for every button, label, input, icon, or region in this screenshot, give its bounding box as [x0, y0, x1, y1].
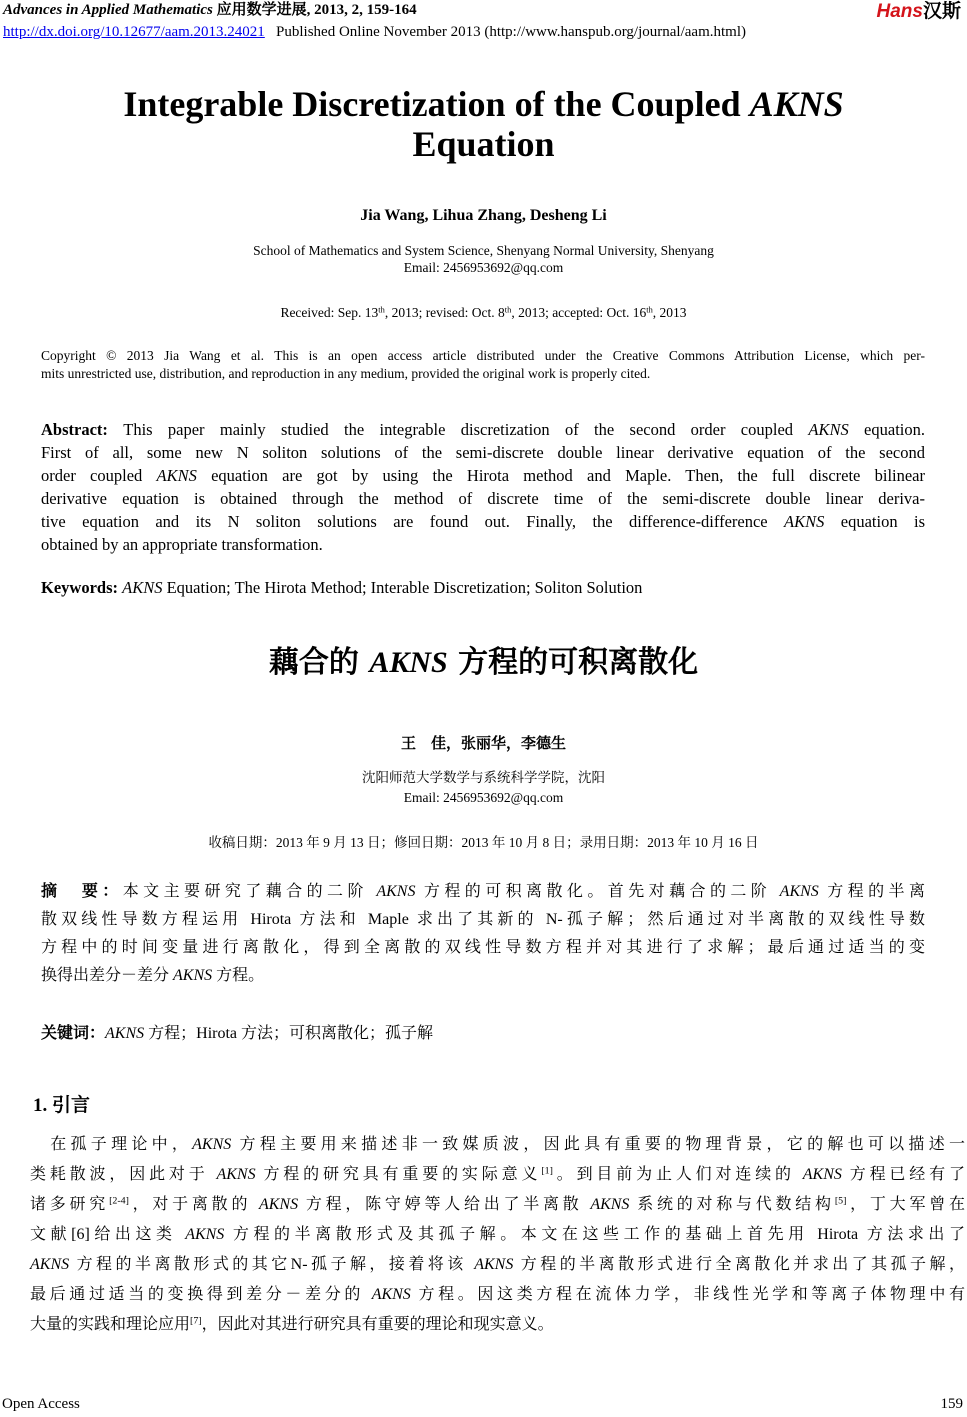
text-run: 摘 要： [41, 883, 123, 900]
text-run: AKNS [156, 466, 197, 485]
affiliation: School of Mathematics and System Science, Shenyang Normal University, Shenyang [253, 243, 714, 258]
text-line [41, 445, 925, 462]
text-run: AKNS [590, 1196, 630, 1213]
paper-title-line [0, 126, 967, 162]
text-run: AKNS [369, 646, 448, 679]
journal-header [3, 3, 417, 18]
text-run: 系统的对称与代数结构 [629, 1196, 835, 1213]
text-run: AKNS [371, 1286, 411, 1303]
text-run: , 2013; revised: Oct. 8 [384, 305, 505, 320]
text-run: AKNS [185, 1226, 225, 1243]
text-run: AKNS [216, 1166, 256, 1183]
text-line [41, 968, 925, 984]
paper-title-line [0, 86, 967, 122]
text-run: 文献[6]给出这类 [30, 1226, 186, 1243]
text-run: ，丁大军曾在 [846, 1196, 965, 1213]
text-run: Keywords: [41, 578, 123, 597]
text-run: [7] [190, 1315, 202, 1327]
text-run: [1] [541, 1165, 553, 1177]
page-number: 159 [940, 1396, 963, 1412]
text-run: equation. [848, 420, 925, 439]
text-line [41, 912, 925, 928]
text-run: AKNS [122, 578, 163, 597]
email: Email: 2456953692@qq.com [403, 260, 564, 275]
text-run: AKNS [173, 967, 213, 984]
text-run: AKNS [474, 1256, 514, 1273]
journal-info: 应用数学进展, 2013, 2, 159-164 [212, 2, 417, 18]
text-line [41, 537, 925, 554]
text-run: AKNS [749, 84, 844, 124]
text-run: 诸多研究 [30, 1196, 110, 1213]
authors: Jia Wang, Lihua Zhang, Desheng Li [360, 207, 607, 224]
text-run: , 2013 [652, 305, 687, 320]
text-run: 方程中的时间变量进行离散化，得到全离散的双线性导数方程并对其进行了求解；最后通过适当的变 [41, 939, 925, 956]
text-run: 最后通过适当的变换得到差分－差分的 [30, 1286, 372, 1303]
text-run: AKNS [808, 420, 849, 439]
text-run: AKNS [192, 1136, 232, 1153]
text-line [30, 1137, 965, 1153]
text-run: ，因此对其进行研究具有重要的理论和现实意义。 [201, 1316, 554, 1333]
text-run: 方程。 [212, 967, 265, 984]
text-line [41, 884, 925, 900]
text-run: , 2013; accepted: Oct. 16 [511, 305, 647, 320]
text-run: derivative equation is obtained through the method of discrete time of the semi-discrete double linear deriva- [41, 489, 925, 508]
text-run: th [378, 305, 385, 315]
text-run: Integrable Discretization of the Coupled [123, 84, 750, 124]
text-run: AKNS [30, 1256, 70, 1273]
text-run: th [646, 305, 653, 315]
cn-dates: 收稿日期：2013 年 9 月 13 日；修回日期：2013 年 10 月 8 日；录用日期：2013 年 10 月 16 日 [208, 835, 759, 850]
text-run: 方程的可积离散化 [447, 645, 699, 680]
text-run: [5] [834, 1195, 847, 1207]
footer-open-access: Open Access [2, 1396, 80, 1412]
text-run: 方程的半离 [818, 883, 925, 900]
keywords [41, 580, 925, 597]
text-line [30, 1227, 965, 1243]
text-run: 方程的半离散形式进行全离散化并求出了其孤子解， [513, 1256, 965, 1273]
text-run: First of all, some new N soliton solutions of the semi-discrete double linear derivative equation of the second [41, 443, 925, 462]
text-line [30, 1197, 965, 1213]
received-dates [0, 306, 967, 320]
section-heading: 1. 引言 [33, 1095, 91, 1116]
copyright-line [41, 349, 925, 363]
text-run: mits unrestricted use, distribution, and reproduction in any medium, provided the original work is properly cited. [41, 366, 651, 381]
text-run: obtained by an appropriate transformation. [41, 535, 323, 554]
text-run: 方程的半离散形式的其它N-孤子解，接着将该 [69, 1256, 475, 1273]
text-line [41, 514, 925, 531]
text-run: 方程的可积离散化。首先对藕合的二阶 [415, 883, 780, 900]
cn-title [0, 645, 967, 680]
text-run: order coupled [41, 466, 157, 485]
doi-link[interactable]: http://dx.doi.org/10.12677/aam.2013.24021 [3, 24, 265, 40]
text-line [41, 422, 925, 439]
cn-authors: 王 佳，张丽华，李德生 [400, 734, 566, 752]
text-run: 散双线性导数方程运用 Hirota 方法和 Maple 求出了其新的 N-孤子解；然后通过对半离散的双线性导数 [41, 911, 925, 928]
text-run: Received: Sep. 13 [280, 305, 379, 320]
text-run: 关键词： [41, 1025, 106, 1042]
text-run: 方程主要用来描述非一致媒质波，因此具有重要的物理背景，它的解也可以描述一 [231, 1136, 965, 1153]
journal-name: Advances in Applied Mathematics [3, 2, 213, 18]
text-run: equation are got by using the Hirota method and Maple. Then, the full discrete bilinear [196, 466, 926, 485]
text-run: 藕合的 [268, 645, 370, 680]
text-run: tive equation and its N soliton solutions are found out. Finally, the difference-difference [41, 512, 785, 531]
text-run: ，对于离散的 [128, 1196, 259, 1213]
text-line [30, 1167, 965, 1183]
text-run: 方程的半离散形式及其孤子解。本文在这些工作的基础上首先用 Hirota 方法求出了 [224, 1226, 965, 1243]
text-run: AKNS [105, 1025, 145, 1042]
cn-keywords [41, 1026, 925, 1042]
cn-affiliation: 沈阳师范大学数学与系统科学学院，沈阳 [362, 770, 605, 785]
publisher-logo [877, 2, 961, 21]
text-line [41, 940, 925, 956]
text-run: AKNS [802, 1166, 842, 1183]
text-run: 方程，陈守婷等人给出了半离散 [298, 1196, 591, 1213]
text-run: Copyright © 2013 Jia Wang et al. This is an open access article distributed under the Creative Commons Attribution License, which per- [41, 348, 925, 363]
text-line [41, 468, 925, 485]
text-line [30, 1287, 965, 1303]
text-run: AKNS [258, 1196, 299, 1213]
text-run: AKNS [784, 512, 825, 531]
text-run: th [504, 305, 512, 315]
text-run: 大量的实践和理论应用 [30, 1316, 191, 1333]
text-run: 。到目前为止人们对连续的 [552, 1166, 803, 1183]
text-run: 换得出差分－差分 [41, 967, 174, 984]
text-run: 本文主要研究了藕合的二阶 [122, 883, 377, 900]
text-run: Abstract: [41, 420, 124, 439]
text-run: 方程的研究具有重要的实际意义 [255, 1166, 542, 1183]
text-run: 方程；Hirota 方法；可积离散化；孤子解 [144, 1025, 434, 1042]
logo-cn: 汉斯 [922, 1, 961, 22]
text-line [30, 1317, 965, 1333]
text-run: This paper mainly studied the integrable discretization of the second order coupled [123, 420, 809, 439]
text-line [41, 491, 925, 508]
copyright-line [41, 367, 650, 381]
text-run: 类耗散波，因此对于 [30, 1166, 217, 1183]
cn-email: Email: 2456953692@qq.com [403, 790, 564, 805]
text-run: equation is [824, 512, 925, 531]
text-line [30, 1257, 965, 1273]
text-run: 方程。因这类方程在流体力学，非线性光学和等离子体物理中有 [410, 1286, 965, 1303]
text-run: AKNS [779, 883, 819, 900]
text-run: 在孤子理论中， [30, 1136, 193, 1153]
doi-line [3, 25, 746, 40]
text-run: AKNS [376, 883, 416, 900]
text-run: [2-4] [109, 1195, 129, 1207]
text-run: Equation; The Hirota Method; Interable Discretization; Soliton Solution [162, 578, 643, 597]
text-run: 方程已经有了 [841, 1166, 965, 1183]
published-info: Published Online November 2013 (http://www.hanspub.org/journal/aam.html) [276, 24, 746, 40]
text-run: Equation [412, 124, 555, 164]
logo-hans: Hans [876, 1, 923, 22]
